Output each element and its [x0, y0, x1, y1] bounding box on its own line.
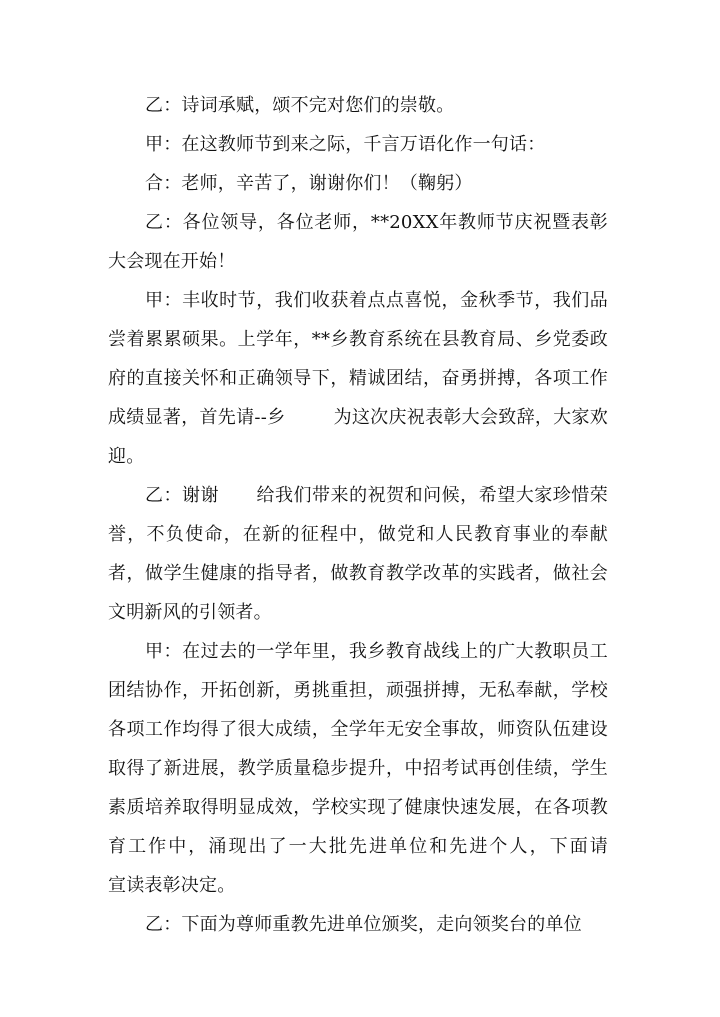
- paragraph-1: 乙：诗词承赋，颂不完对您们的崇敬。: [145, 95, 455, 116]
- paragraph-8: 乙：下面为尊师重教先进单位颁奖，走向领奖台的单位: [145, 914, 582, 935]
- paragraph-7: 甲：在过去的一学年里，我乡教育战线上的广大教职员工团结协作，开拓创新，勇挑重担，顽强拼搏，无私奉献，学校各项工作均得了很大成绩，全学年无安全事故，师资队伍建设取得了新进展，教学质量稳步提升，中招考试再创佳绩，学生素质培养取得明显成效，学校实现了健康快速发展，在各项教育工作中，涌现出了一大批先进单位和先进个人，下面请 宣读表彰决定。: [108, 641, 668, 896]
- paragraph-3: 合：老师，辛苦了，谢谢你们！（鞠躬）: [145, 173, 473, 194]
- document-body: [108, 86, 668, 944]
- paragraph-2: 甲：在这教师节到来之际，千言万语化作一句话：: [145, 134, 546, 155]
- paragraph-6: 乙：谢谢 给我们带来的祝贺和问候，希望大家珍惜荣誉，不负使命，在新的征程中，做党和人民教育事业的奉献者，做学生健康的指导者，做教育教学改革的实践者，做社会文明新风的引领者。: [108, 485, 608, 623]
- paragraph-5: 甲：丰收时节，我们收获着点点喜悦，金秋季节，我们品尝着累累硕果。上学年，**乡教育系统在县教育局、乡党委政府的直接关怀和正确领导下，精诚团结，奋勇拼搏，各项工作成绩显著，首先请--乡 为这次庆祝表彰大会致辞，大家欢迎。: [108, 290, 608, 467]
- paragraph-4: 乙：各位领导，各位老师，**20XX年教师节庆祝暨表彰大会现在开始！: [108, 212, 608, 272]
